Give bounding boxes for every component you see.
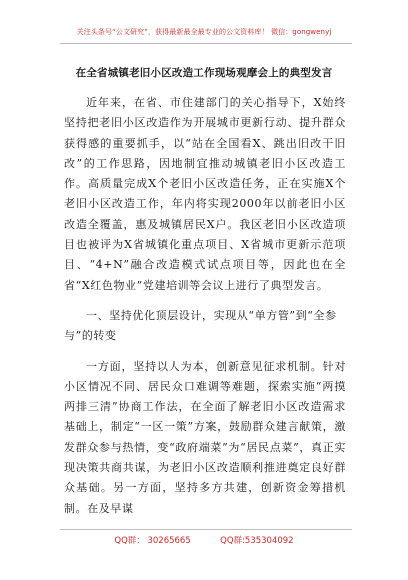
footer-divider bbox=[60, 529, 352, 530]
footer-qq-group-2: QQ群:535304092 bbox=[220, 536, 294, 546]
header-banner: 关注头条号“公文研究”，获得最新最全最专业的公文资料库！ 微信：gongwenyj bbox=[76, 28, 332, 36]
section-paragraph: 一方面，坚持以人为本，创新意见征求机制。针对小区情况不同、居民众口难调等难题，探索实施“两摸两排三清”协商工作法，在全面了解老旧小区改造需求基础上，制定“一区一策”方案，鼓励群众建言献策，激发群众参与热情，变“政府端菜”为“居民点菜”，真正实现决策共商共谋，为老旧小区改造顺利推进奠定良好群众基础。另一方面，坚持多方共建，创新资金筹措机制。在及早谋 bbox=[64, 359, 346, 515]
footer bbox=[0, 534, 408, 546]
document-body bbox=[64, 93, 346, 519]
paragraph-spacer bbox=[64, 347, 346, 357]
section-heading: 一、坚持优化顶层设计，实现从“单方管”到“全参与”的转变 bbox=[64, 308, 337, 343]
header-divider bbox=[60, 43, 352, 44]
intro-paragraph: 近年来，在省、市住建部门的关心指导下，X始终坚持把老旧小区改造作为开展城市更新行动、提升群众获得感的重要抓手，以“站在全国看X、跳出旧改干旧改”的工作思路，因地制宜推动城镇老旧小区改造工作。高质量完成X个老旧小区改造任务，正在实施X个老旧小区改造工作，年内将实现2000年以前老旧小区改造全覆盖，惠及城镇居民X户。我区老旧小区改造项目也被评为X省城镇化重点项目、X省城市更新示范项目、“4+N”融合改造模式试点项目等，因此也在全省“X红色物业”党建培训等会议上进行了典型发言。 bbox=[64, 96, 346, 292]
footer-qq-group-1: QQ群： 30265665 bbox=[114, 536, 191, 546]
document-title: 在全省城镇老旧小区改造工作现场观摩会上的典型发言 bbox=[75, 67, 333, 79]
